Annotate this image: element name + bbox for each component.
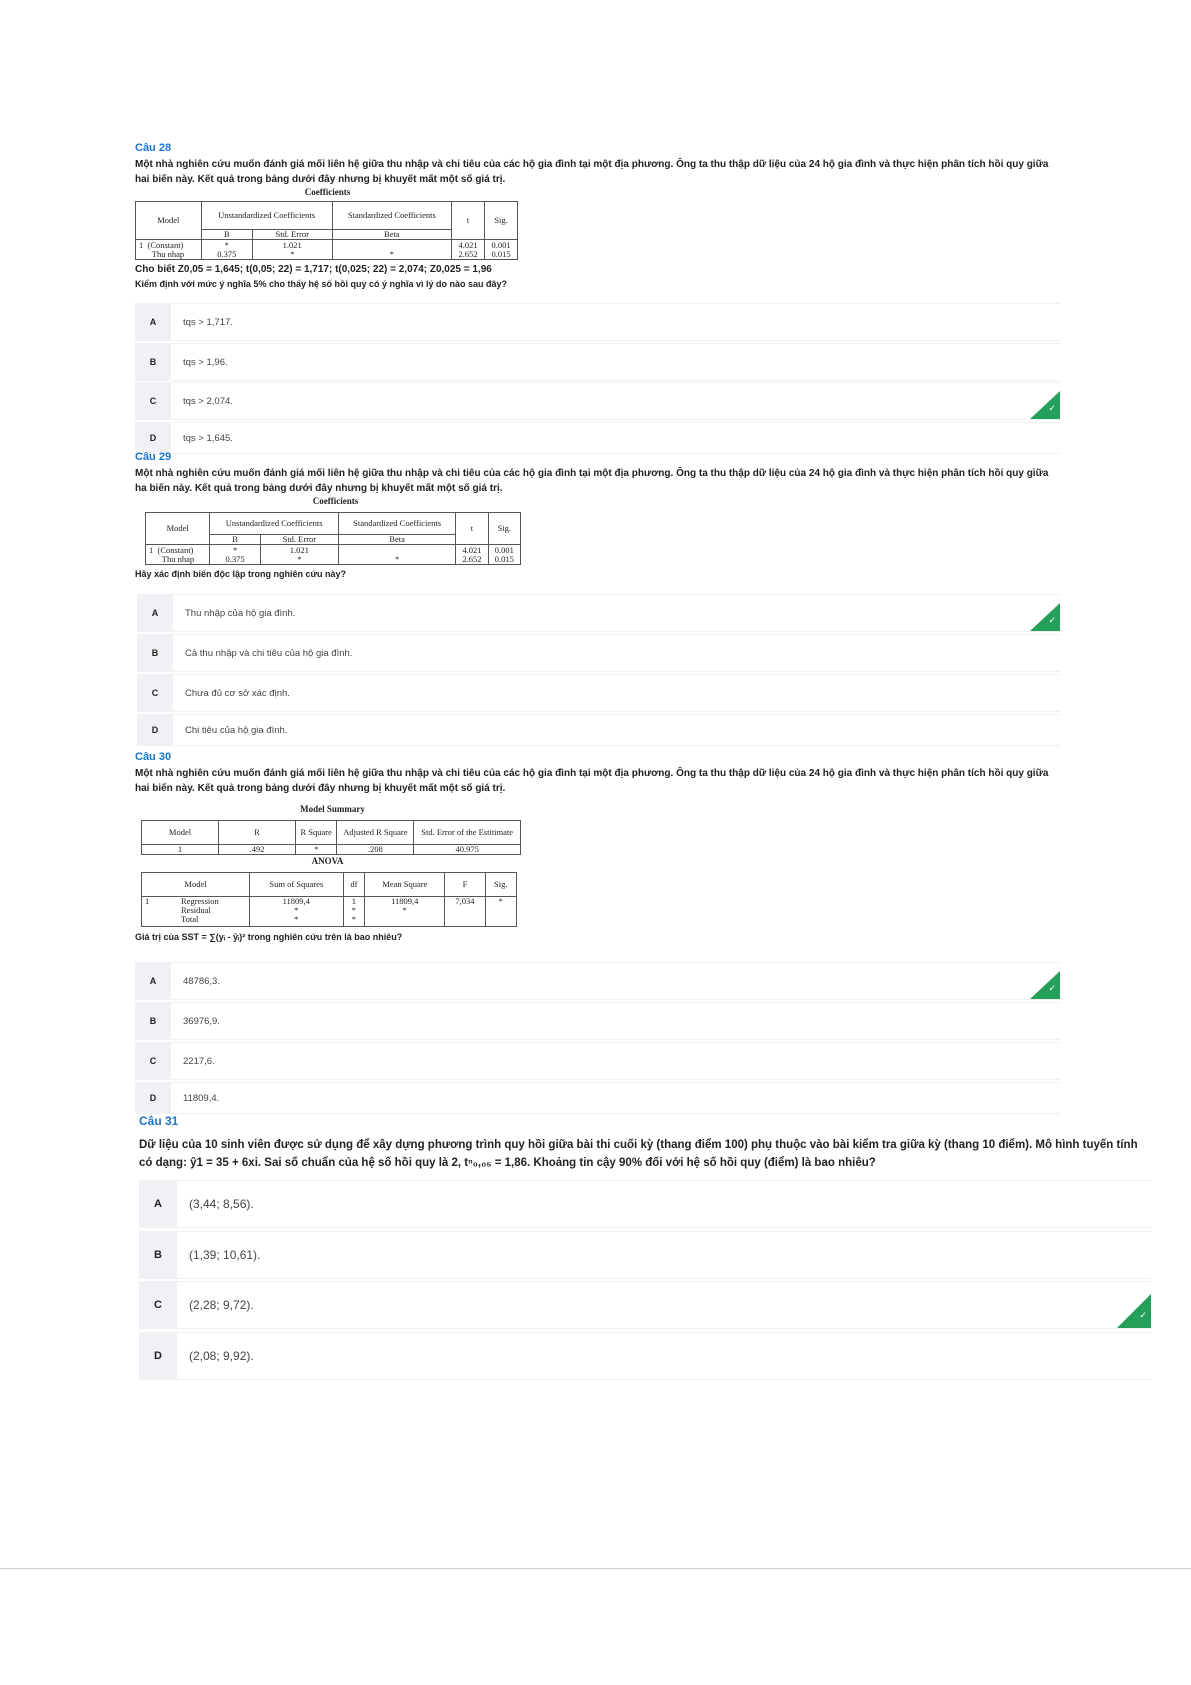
- option-letter: B: [139, 1232, 177, 1278]
- question-text: Một nhà nghiên cứu muốn đánh giá mối liên hệ giữa thu nhập và chi tiêu của các hộ gia đình tại một địa phương. Ông ta thu thập dữ liệu của 24 hộ gia đình và thực hiện phân tích hồi quy giữa hai biến này. Kết quả trong bảng dưới đây nhưng bị khuyết mất một số giá trị.: [135, 768, 1049, 794]
- th-se: Std. Error: [260, 535, 338, 545]
- cell-se: 1.021 *: [252, 240, 332, 260]
- option-c[interactable]: [137, 674, 1060, 712]
- option-letter: C: [139, 1282, 177, 1328]
- option-text: tqs > 1,717.: [183, 316, 233, 328]
- given-values: Cho biết Z0,05 = 1,645; t(0,05; 22) = 1,717; t(0,025; 22) = 2,074; Z0,025 = 1,96: [135, 264, 492, 275]
- th-f: F: [445, 873, 485, 897]
- cell-b: * 0.375: [201, 240, 252, 260]
- correct-check-icon: ✓: [1030, 603, 1060, 631]
- option-a[interactable]: [135, 303, 1060, 341]
- option-letter: B: [137, 635, 173, 671]
- question-title: Câu 29: [135, 451, 172, 463]
- anova-caption: ANOVA: [311, 856, 344, 866]
- question-text: Một nhà nghiên cứu muốn đánh giá mối liên hệ giữa thu nhập và chi tiêu của các hộ gia đình tại một địa phương. Ông ta thu thập dữ liệu của 24 hộ gia đình và thực hiện phân tích hồi quy giữa hai biến này. Kết quả trong bảng dưới đây nhưng bị khuyết mất một số giá trị.: [135, 159, 1049, 185]
- cell-beta: *: [332, 240, 452, 260]
- th-beta: Beta: [338, 535, 455, 545]
- question-30: [135, 751, 1060, 945]
- question-title: Câu 30: [135, 751, 172, 763]
- cell-r-square: *: [296, 845, 337, 855]
- option-text: (1,39; 10,61).: [189, 1248, 261, 1262]
- th-model: Model: [146, 513, 210, 545]
- option-letter: D: [135, 423, 171, 453]
- option-a[interactable]: [135, 962, 1060, 1000]
- th-sum-squares: Sum of Squares: [250, 873, 344, 897]
- th-sig: Sig.: [488, 513, 520, 545]
- cell-se: 1.021 *: [260, 545, 338, 565]
- option-d[interactable]: [135, 422, 1060, 454]
- th-unstd: Unstandardized Coefficients: [201, 202, 332, 230]
- cell-num: 1: [142, 897, 179, 927]
- option-letter: A: [137, 595, 173, 631]
- table-caption: Coefficients: [312, 496, 359, 506]
- option-text: 48786,3.: [183, 975, 220, 987]
- cell-sum-squares: 11809,4 * *: [250, 897, 344, 927]
- th-std: Standardized Coefficients: [332, 202, 452, 230]
- option-letter: C: [135, 383, 171, 419]
- th-model: Model: [142, 821, 219, 845]
- th-b: B: [201, 230, 252, 240]
- option-b[interactable]: [135, 1002, 1060, 1040]
- option-d[interactable]: [137, 714, 1060, 746]
- option-text: tqs > 1,96.: [183, 356, 228, 368]
- th-sig: Sig.: [485, 202, 518, 240]
- th-model: Model: [136, 202, 202, 240]
- summary-caption: Model Summary: [300, 804, 365, 814]
- th-t: t: [452, 202, 485, 240]
- correct-check-icon: ✓: [1030, 971, 1060, 999]
- option-text: Cả thu nhập và chi tiêu của hộ gia đình.: [185, 647, 353, 659]
- question-29: [135, 451, 1060, 582]
- option-text: Thu nhập của hộ gia đình.: [185, 607, 296, 619]
- th-r-square: R Square: [296, 821, 337, 845]
- coefficients-table: [145, 512, 521, 565]
- question-text: Dữ liệu của 10 sinh viên được sử dụng để xây dựng phương trình quy hồi giữa bài thi cuối kỳ (thang điểm 100) phụ thuộc vào bài kiểm tra giữa kỳ (thang 10 điểm). Mô hình tuyến tính có dạng: ŷ1 = 35 + 6xi. Sai số chuẩn của hệ số hồi quy là 2, tⁿ₀,₀₅ = 1,86. Khoảng tin cậy 90% đối với hệ số hồi quy (điểm) là bao nhiêu?: [139, 1139, 1138, 1169]
- option-text: tqs > 1,645.: [183, 432, 233, 444]
- option-c[interactable]: [139, 1281, 1151, 1329]
- option-c[interactable]: [135, 382, 1060, 420]
- option-letter: D: [135, 1083, 171, 1113]
- option-text: 2217,6.: [183, 1055, 215, 1067]
- option-text: tqs > 2,074.: [183, 395, 233, 407]
- th-std-error: Std. Error of the Estitimate: [414, 821, 521, 845]
- question-title: Câu 28: [135, 142, 172, 154]
- option-letter: D: [137, 715, 173, 745]
- question-31: [139, 1114, 1151, 1172]
- th-adj-r-square: Adjusted R Square: [337, 821, 414, 845]
- th-std: Standardized Coefficients: [338, 513, 455, 535]
- option-letter: A: [135, 304, 171, 340]
- option-letter: D: [139, 1333, 177, 1379]
- cell-std-error: 40.975: [414, 845, 521, 855]
- th-sig: Sig.: [485, 873, 516, 897]
- option-text: Chi tiêu của hộ gia đình.: [185, 724, 288, 736]
- option-letter: C: [135, 1043, 171, 1079]
- cell-r: .492: [219, 845, 296, 855]
- option-d[interactable]: [135, 1082, 1060, 1114]
- question-prompt: Hãy xác định biến độc lập trong nghiên cứu này?: [135, 569, 347, 579]
- cell-mean-square: 11809,4 *: [365, 897, 445, 927]
- th-t: t: [456, 513, 488, 545]
- th-b: B: [210, 535, 260, 545]
- cell-b: * 0.375: [210, 545, 260, 565]
- row-names: 1 (Constant) Thu nhap: [146, 545, 210, 565]
- option-c[interactable]: [135, 1042, 1060, 1080]
- th-r: R: [219, 821, 296, 845]
- question-title: Câu 31: [139, 1114, 179, 1128]
- option-letter: A: [139, 1181, 177, 1227]
- option-letter: C: [137, 675, 173, 711]
- cell-t: 4.021 2.652: [452, 240, 485, 260]
- th-mean-square: Mean Square: [365, 873, 445, 897]
- coefficients-table: [135, 201, 518, 260]
- option-text: 11809,4.: [183, 1092, 220, 1104]
- th-unstd: Unstandardized Coefficients: [210, 513, 338, 535]
- option-text: (2,28; 9,72).: [189, 1298, 254, 1312]
- anova-table: [141, 872, 517, 927]
- option-a[interactable]: [137, 594, 1060, 632]
- cell-df: 1 * *: [343, 897, 365, 927]
- cell-sig: 0.001 0.015: [485, 240, 518, 260]
- option-b[interactable]: [139, 1231, 1151, 1279]
- th-model: Model: [142, 873, 250, 897]
- option-text: (3,44; 8,56).: [189, 1197, 254, 1211]
- row-names: Regression Residual Total: [178, 897, 250, 927]
- option-letter: A: [135, 963, 171, 999]
- page-divider: [0, 1568, 1191, 1569]
- option-a[interactable]: [139, 1180, 1151, 1228]
- option-b[interactable]: [135, 343, 1060, 381]
- cell-sig: 0.001 0.015: [488, 545, 520, 565]
- correct-check-icon: ✓: [1117, 1294, 1151, 1328]
- th-df: df: [343, 873, 365, 897]
- option-d[interactable]: [139, 1332, 1151, 1380]
- option-text: (2,08; 9,92).: [189, 1349, 254, 1363]
- cell-f: 7,034: [445, 897, 485, 927]
- table-caption: Coefficients: [304, 187, 351, 197]
- question-28: [135, 142, 1060, 292]
- question-prompt: Giá trị của SST = ∑(yᵢ - ȳᵢ)² trong nghiên cứu trên là bao nhiêu?: [135, 932, 403, 942]
- correct-check-icon: ✓: [1030, 391, 1060, 419]
- question-prompt: Kiểm định với mức ý nghĩa 5% cho thấy hệ số hồi quy có ý nghĩa vì lý do nào sau đây?: [135, 279, 507, 289]
- cell-sig: *: [485, 897, 516, 927]
- option-b[interactable]: [137, 634, 1060, 672]
- model-summary-table: [141, 820, 521, 855]
- option-letter: B: [135, 1003, 171, 1039]
- th-se: Std. Error: [252, 230, 332, 240]
- option-text: Chưa đủ cơ sở xác định.: [185, 687, 290, 699]
- cell-beta: *: [338, 545, 455, 565]
- cell-t: 4.021 2.652: [456, 545, 488, 565]
- row-names: 1 (Constant) Thu nhap: [136, 240, 202, 260]
- question-text: Một nhà nghiên cứu muốn đánh giá mối liên hệ giữa thu nhập và chi tiêu của các hộ gia đình tại một địa phương. Ông ta thu thập dữ liệu của 24 hộ gia đình và thực hiện phân tích hồi quy giữa ha biến này. Kết quả trong bảng dưới đây nhưng bị khuyết mất một số giá trị.: [135, 468, 1049, 494]
- cell-adj-r-square: .208: [337, 845, 414, 855]
- option-text: 36976,9.: [183, 1015, 220, 1027]
- th-beta: Beta: [332, 230, 452, 240]
- option-letter: B: [135, 344, 171, 380]
- cell-model: 1: [142, 845, 219, 855]
